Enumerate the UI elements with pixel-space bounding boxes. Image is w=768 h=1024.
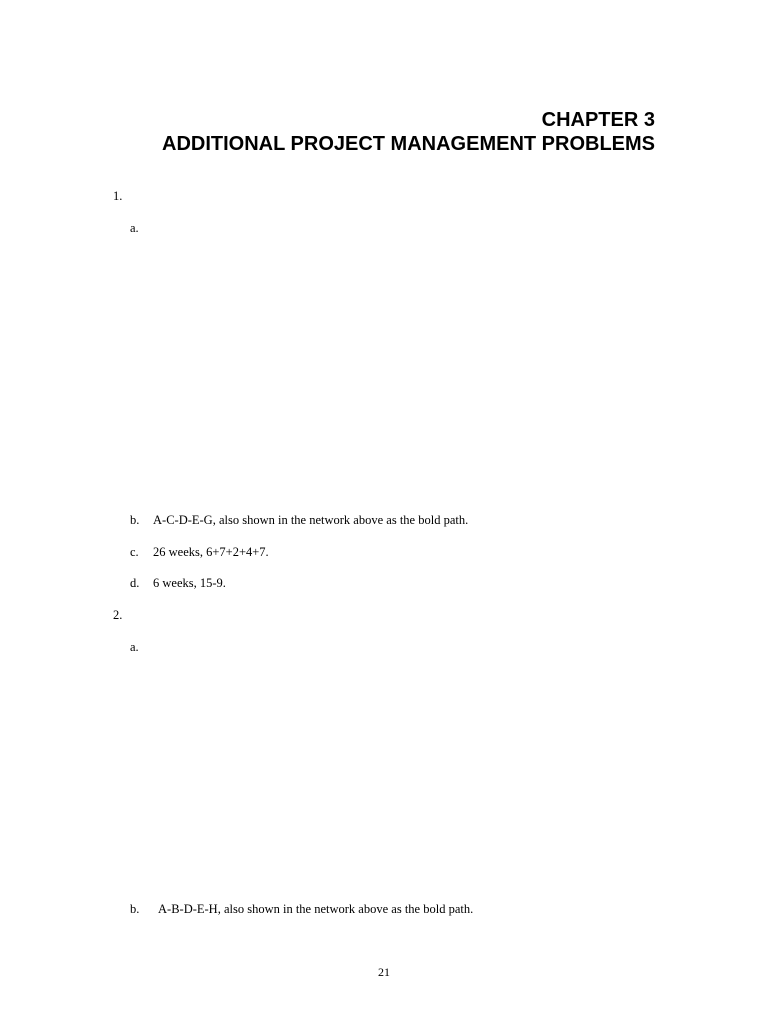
- problem-1-part-c-text: 26 weeks, 6+7+2+4+7.: [153, 545, 269, 559]
- problem-1-number: 1.: [113, 189, 123, 203]
- chapter-heading: CHAPTER 3: [541, 109, 655, 131]
- problem-2-part-b-text: A-B-D-E-H, also shown in the network above as the bold path.: [158, 902, 474, 916]
- problem-1-part-a-letter: a.: [130, 221, 139, 235]
- problem-1-part-c-letter: c.: [130, 545, 139, 559]
- problem-2-part-b-letter: b.: [130, 902, 140, 916]
- problem-1-part-d-letter: d.: [130, 576, 140, 590]
- problem-1-part-b-text: A-C-D-E-G, also shown in the network above as the bold path.: [153, 513, 469, 527]
- page-number: 21: [378, 965, 390, 979]
- problem-2-part-a-letter: a.: [130, 640, 139, 654]
- chapter-title: ADDITIONAL PROJECT MANAGEMENT PROBLEMS: [162, 133, 655, 155]
- problem-1-part-d-text: 6 weeks, 15-9.: [153, 576, 226, 590]
- problem-2-number: 2.: [113, 608, 123, 622]
- problem-1-part-b-letter: b.: [130, 513, 140, 527]
